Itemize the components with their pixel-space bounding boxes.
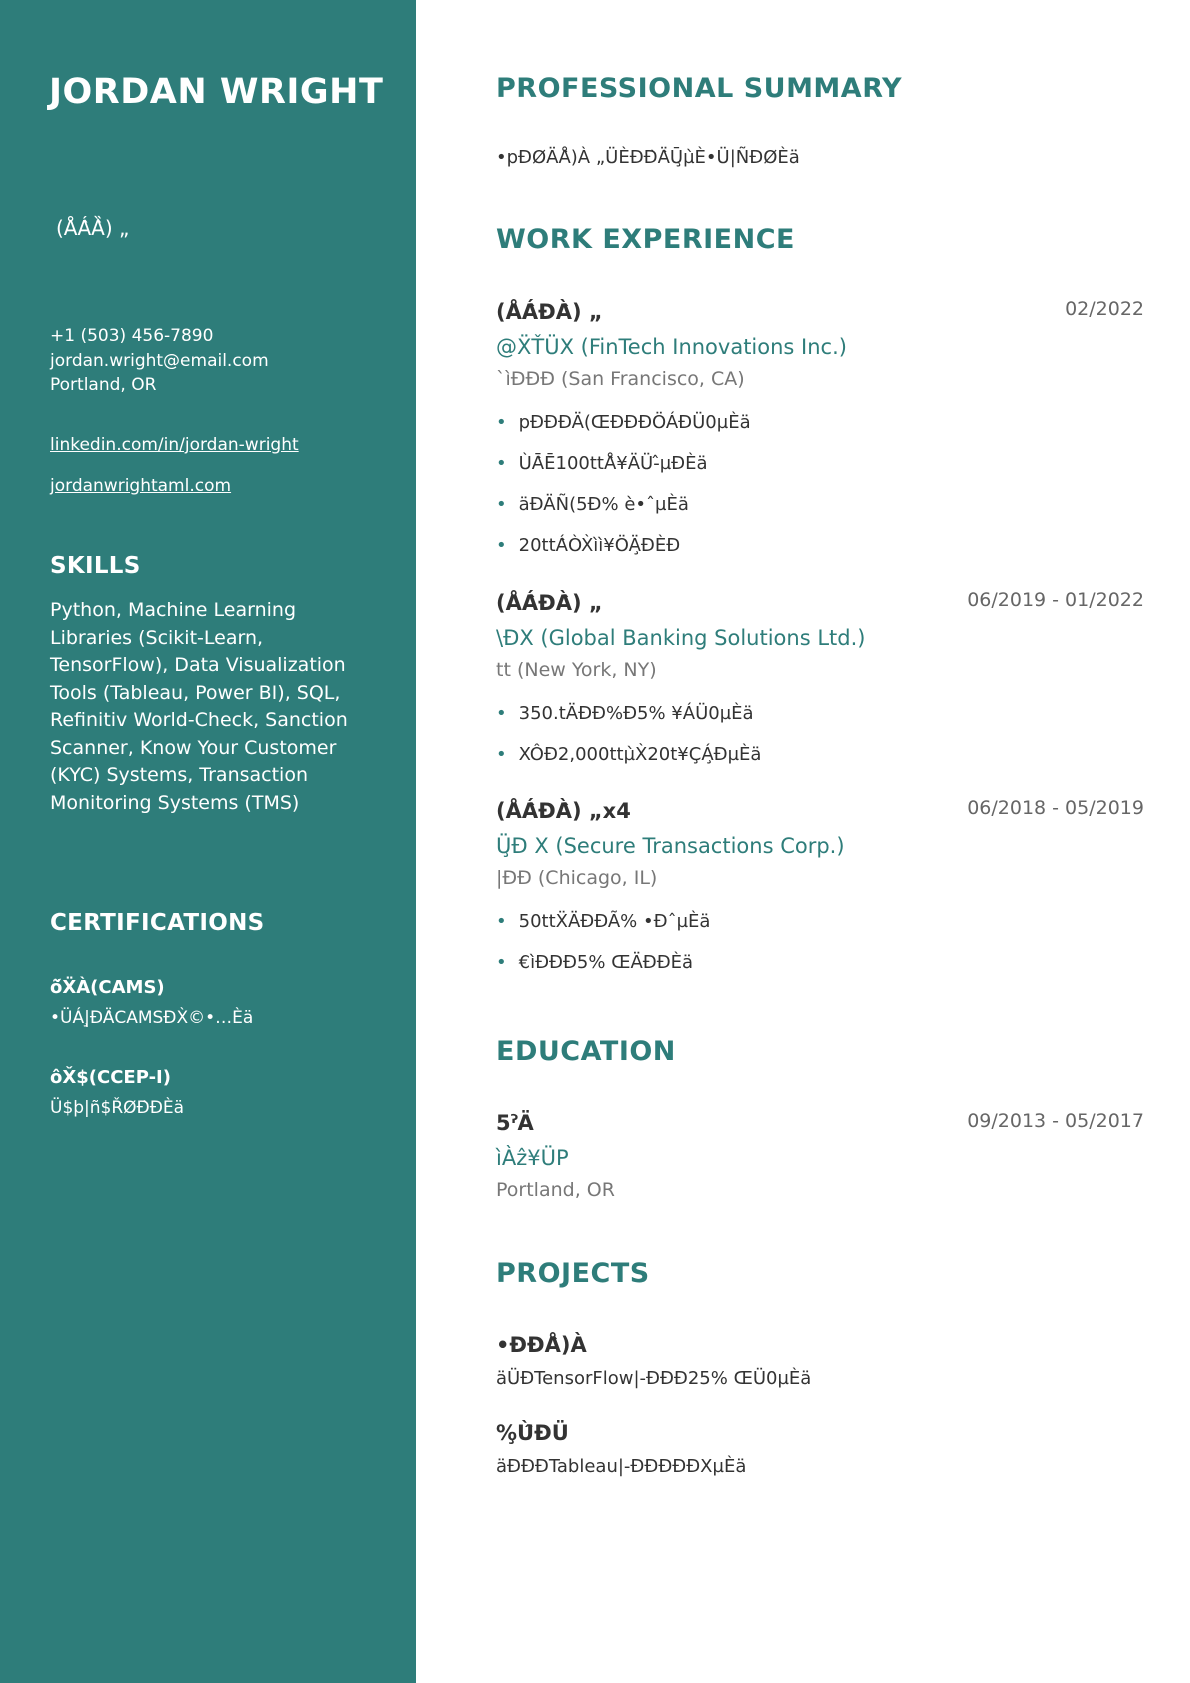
education-degree: 5ˀÄ xyxy=(496,1111,534,1135)
project-title: %̧Ù̂ÐÜ xyxy=(496,1421,569,1445)
job-bullet: • ÙĀ̀Ē100ttÅ̀¥ÄÜ-̂µÐÈä xyxy=(496,453,708,474)
linkedin-link[interactable]: linkedin.com/in/jordan-wright xyxy=(50,435,299,455)
candidate-title: (ÅÁ̀Ȁ̀) „ xyxy=(56,216,130,240)
education-school: ìÀẑ¥ÜP xyxy=(496,1146,569,1170)
experience-heading: WORK EXPERIENCE xyxy=(496,224,795,255)
job-bullet: • XÔÐ2,000ttµ̀X̀20t¥ÇÁ̧ÐµÈä xyxy=(496,744,762,765)
job-location: |ÐÐ (Chicago, IL) xyxy=(496,867,658,889)
job-bullet: • 350.tÄÐÐ%Ð5% ¥ÁÜ0µÈä xyxy=(496,703,754,724)
location: Portland, OR xyxy=(50,375,157,395)
job-bullet: • 20ttÁ̀ÒX̀ìì¥ÖÄ̧ÐÈÐ xyxy=(496,535,681,556)
education-heading: EDUCATION xyxy=(496,1036,676,1067)
job-role: (ÅÁ̀ÐÀ̀) „x4 xyxy=(496,799,631,823)
project-title: •ÐÐÅ̀)À xyxy=(496,1333,587,1357)
job-role: (ÅÁ̀ÐÀ̀) „ xyxy=(496,300,603,324)
job-date: 06/2019 - 01/2022 xyxy=(967,589,1144,611)
certification-desc: Ü$þ|ñ$ŘØÐ̀ÐÈä xyxy=(50,1098,185,1118)
project-desc: äÜÐTensorFlow|-ÐÐÐ25% ŒÜ0µÈä xyxy=(496,1368,812,1389)
job-bullet: • €ìÐÐÐ5% ŒÄÐÐÈä xyxy=(496,952,694,973)
job-location: `ìÐÐÐ (San Francisco, CA) xyxy=(496,368,745,390)
certification-name: õ̌ẌÀ(CAMS) xyxy=(50,977,165,998)
certification-desc: •ÜÁ|̧ÐÄ̀CAMSĐX̀©•…Èä xyxy=(50,1008,254,1028)
job-company: @ẌŤÜX (FinTech Innovations Inc.) xyxy=(496,335,847,359)
job-date: 06/2018 - 05/2019 xyxy=(967,797,1144,819)
job-role: (ÅÁ̀ÐÀ̀) „ xyxy=(496,591,603,615)
job-bullet: • äĐÄÑ(5Ð% è•ˆµÈä xyxy=(496,494,689,515)
projects-heading: PROJECTS xyxy=(496,1258,650,1289)
skills-heading: SKILLS xyxy=(50,553,141,579)
job-company: \ÐX (Global Banking Solutions Ltd.) xyxy=(496,626,866,650)
job-location: tt (New York, NY) xyxy=(496,659,657,681)
sidebar xyxy=(0,0,416,1683)
email: jordan.wright@email.com xyxy=(50,351,269,371)
certification-name: ôX̌$(CCEP-I) xyxy=(50,1067,171,1088)
education-date: 09/2013 - 05/2017 xyxy=(967,1110,1144,1132)
website-link[interactable]: jordanwrightaml.com xyxy=(50,476,232,496)
candidate-name: JORDAN WRIGHT xyxy=(49,72,384,112)
education-location: Portland, OR xyxy=(496,1179,615,1201)
job-bullet: • pÐÐÐÄ(ŒÐÐÐÖÁÐÜ0µÈä xyxy=(496,412,751,433)
job-company: Ü̧Ð X (Secure Transactions Corp.) xyxy=(496,834,845,858)
main-content xyxy=(416,0,1190,1683)
job-bullet: • 50ttẌÄÐÐÃ% •ÐˆµÈä xyxy=(496,911,711,932)
skills-text: Python, Machine Learning Libraries (Scikit-Learn, TensorFlow), Data Visualization Tools (Tableau, Power BI), SQL, Refinitiv World-Check, Sanction Scanner, Know Your Customer (KYC) Systems, Transaction Monitoring Systems (TMS) xyxy=(50,599,348,814)
certifications-heading: CERTIFICATIONS xyxy=(50,910,265,936)
project-desc: äÐÐÐTableau|-ÐÐÐÐÐXµÈä xyxy=(496,1456,747,1477)
job-date: 02/2022 xyxy=(1065,298,1144,320)
phone: +1 (503) 456-7890 xyxy=(50,326,214,346)
summary-text: •pÐØÄÅ̀)À „ÜÈÐÐ̀Ä̀Ū̧µ̀È•Ü|ÑÐØÈä xyxy=(496,147,800,168)
summary-heading: PROFESSIONAL SUMMARY xyxy=(496,73,903,104)
